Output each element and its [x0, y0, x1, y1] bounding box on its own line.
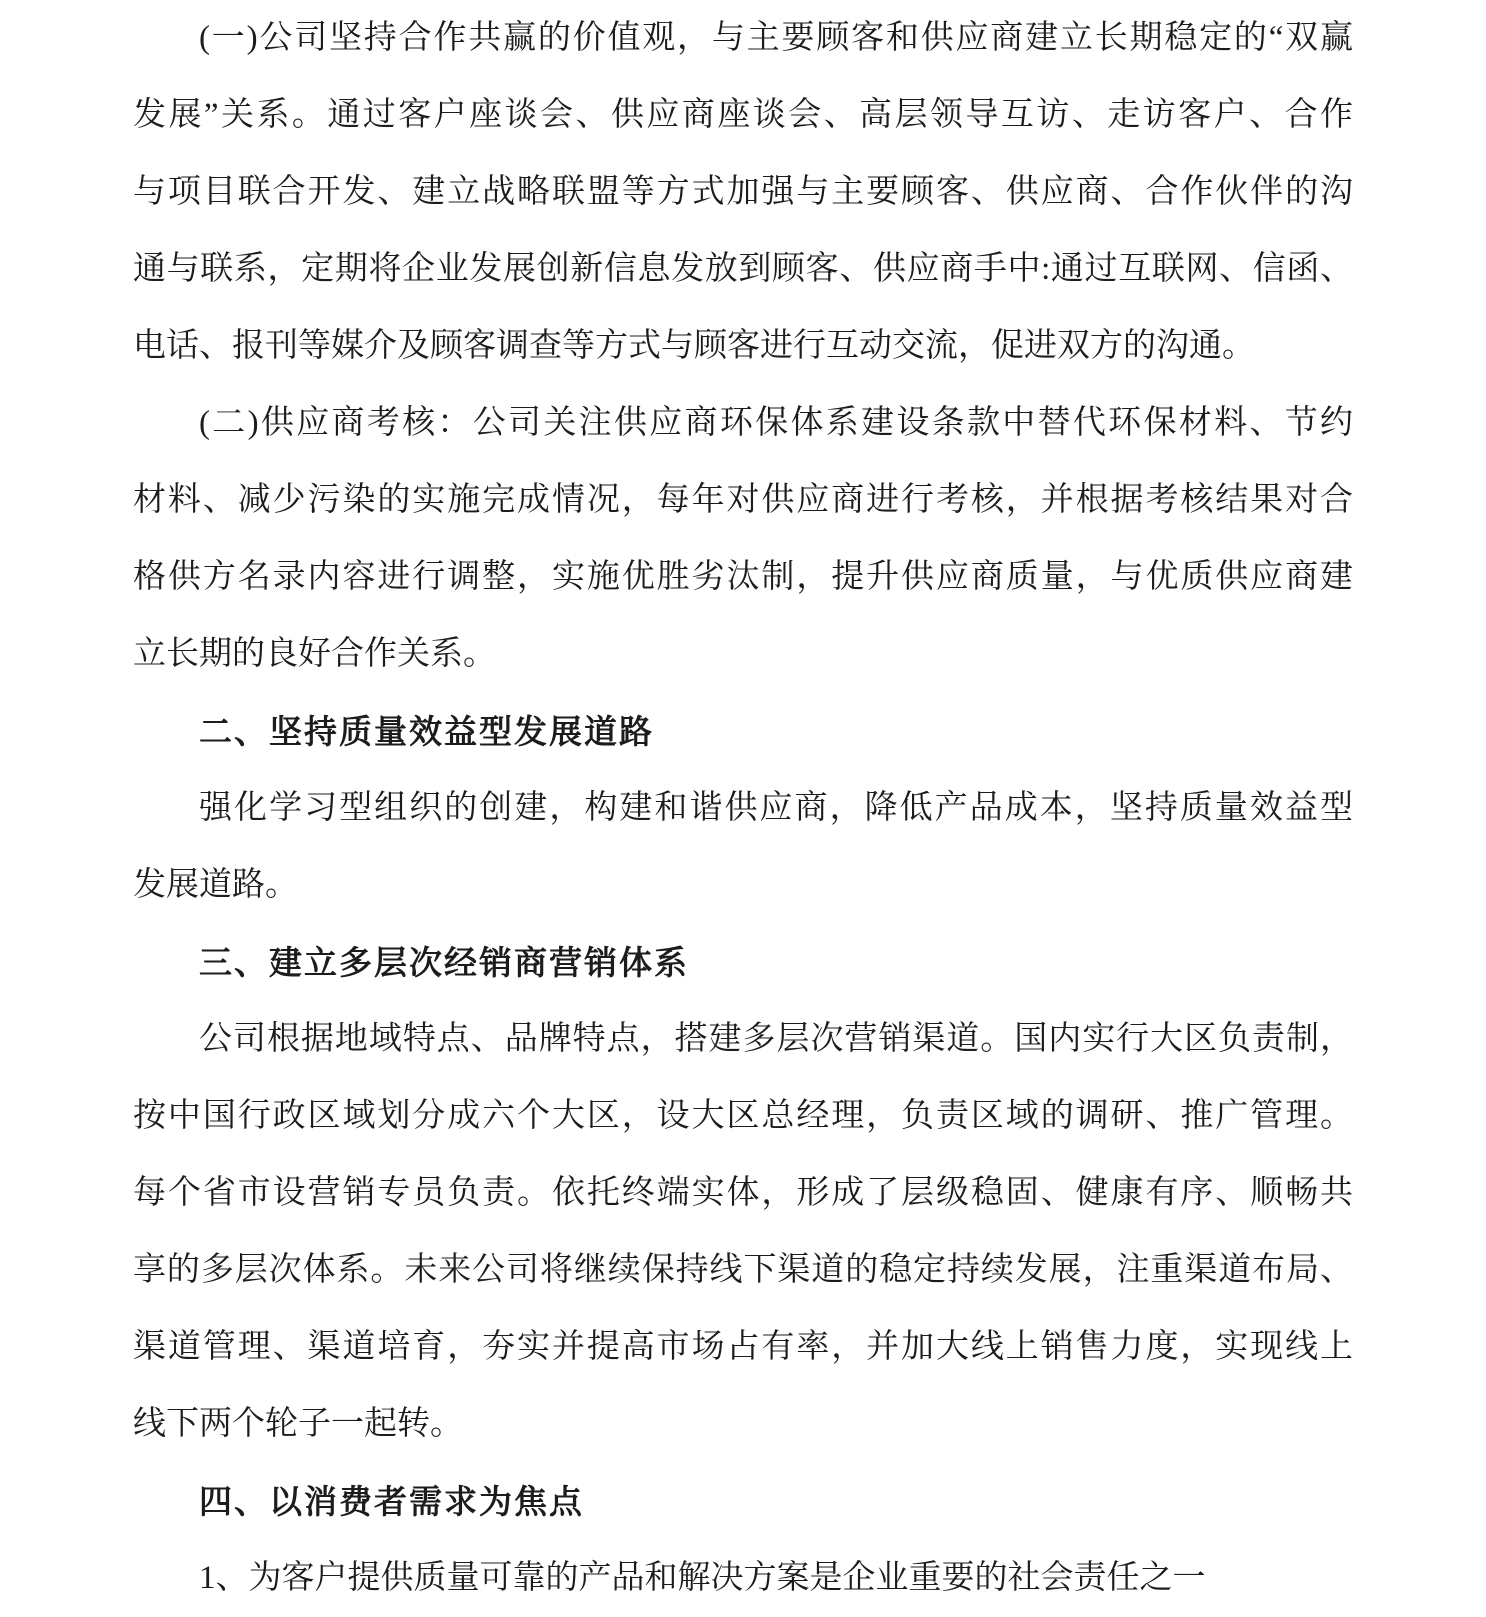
text-line: 1、为客户提供质量可靠的产品和解决方案是企业重要的社会责任之一: [199, 1560, 1206, 1596]
text-line: 电话、报刊等媒介及顾客调查等方式与顾客进行互动交流，促进双方的沟通。: [133, 328, 1255, 364]
text-line: (二)供应商考核：公司关注供应商环保体系建设条款中替代环保材料、节约: [199, 405, 1353, 441]
text-line: 立长期的良好合作关系。: [133, 636, 496, 672]
text-line: 与项目联合开发、建立战略联盟等方式加强与主要顾客、供应商、合作伙伴的沟: [133, 174, 1353, 210]
text-line: 公司根据地域特点、品牌特点，搭建多层次营销渠道。国内实行大区负责制，: [199, 1021, 1353, 1057]
text-line: 线下两个轮子一起转。: [133, 1406, 463, 1442]
text-line: 材料、减少污染的实施完成情况，每年对供应商进行考核，并根据考核结果对合: [133, 482, 1353, 518]
text-line: 按中国行政区域划分成六个大区，设大区总经理，负责区域的调研、推广管理。: [133, 1098, 1353, 1134]
text-line: 强化学习型组织的创建，构建和谐供应商，降低产品成本，坚持质量效益型: [199, 790, 1353, 826]
text-line: 每个省市设营销专员负责。依托终端实体，形成了层级稳固、健康有序、顺畅共: [133, 1175, 1353, 1211]
text-line: (一)公司坚持合作共赢的价值观，与主要顾客和供应商建立长期稳定的“双赢: [199, 20, 1353, 56]
text-line: 享的多层次体系。未来公司将继续保持线下渠道的稳定持续发展，注重渠道布局、: [133, 1252, 1353, 1288]
heading-line: 四、以消费者需求为焦点: [199, 1483, 584, 1520]
text-line: 格供方名录内容进行调整，实施优胜劣汰制，提升供应商质量，与优质供应商建: [133, 559, 1353, 595]
heading-line: 二、坚持质量效益型发展道路: [199, 713, 654, 750]
text-line: 通与联系，定期将企业发展创新信息发放到顾客、供应商手中:通过互联网、信函、: [133, 251, 1353, 287]
heading-line: 三、建立多层次经销商营销体系: [199, 944, 689, 981]
text-line: 渠道管理、渠道培育，夯实并提高市场占有率，并加大线上销售力度，实现线上: [133, 1329, 1353, 1365]
text-line: 发展道路。: [133, 867, 298, 903]
text-line: 发展”关系。通过客户座谈会、供应商座谈会、高层领导互访、走访客户、合作: [133, 97, 1353, 133]
